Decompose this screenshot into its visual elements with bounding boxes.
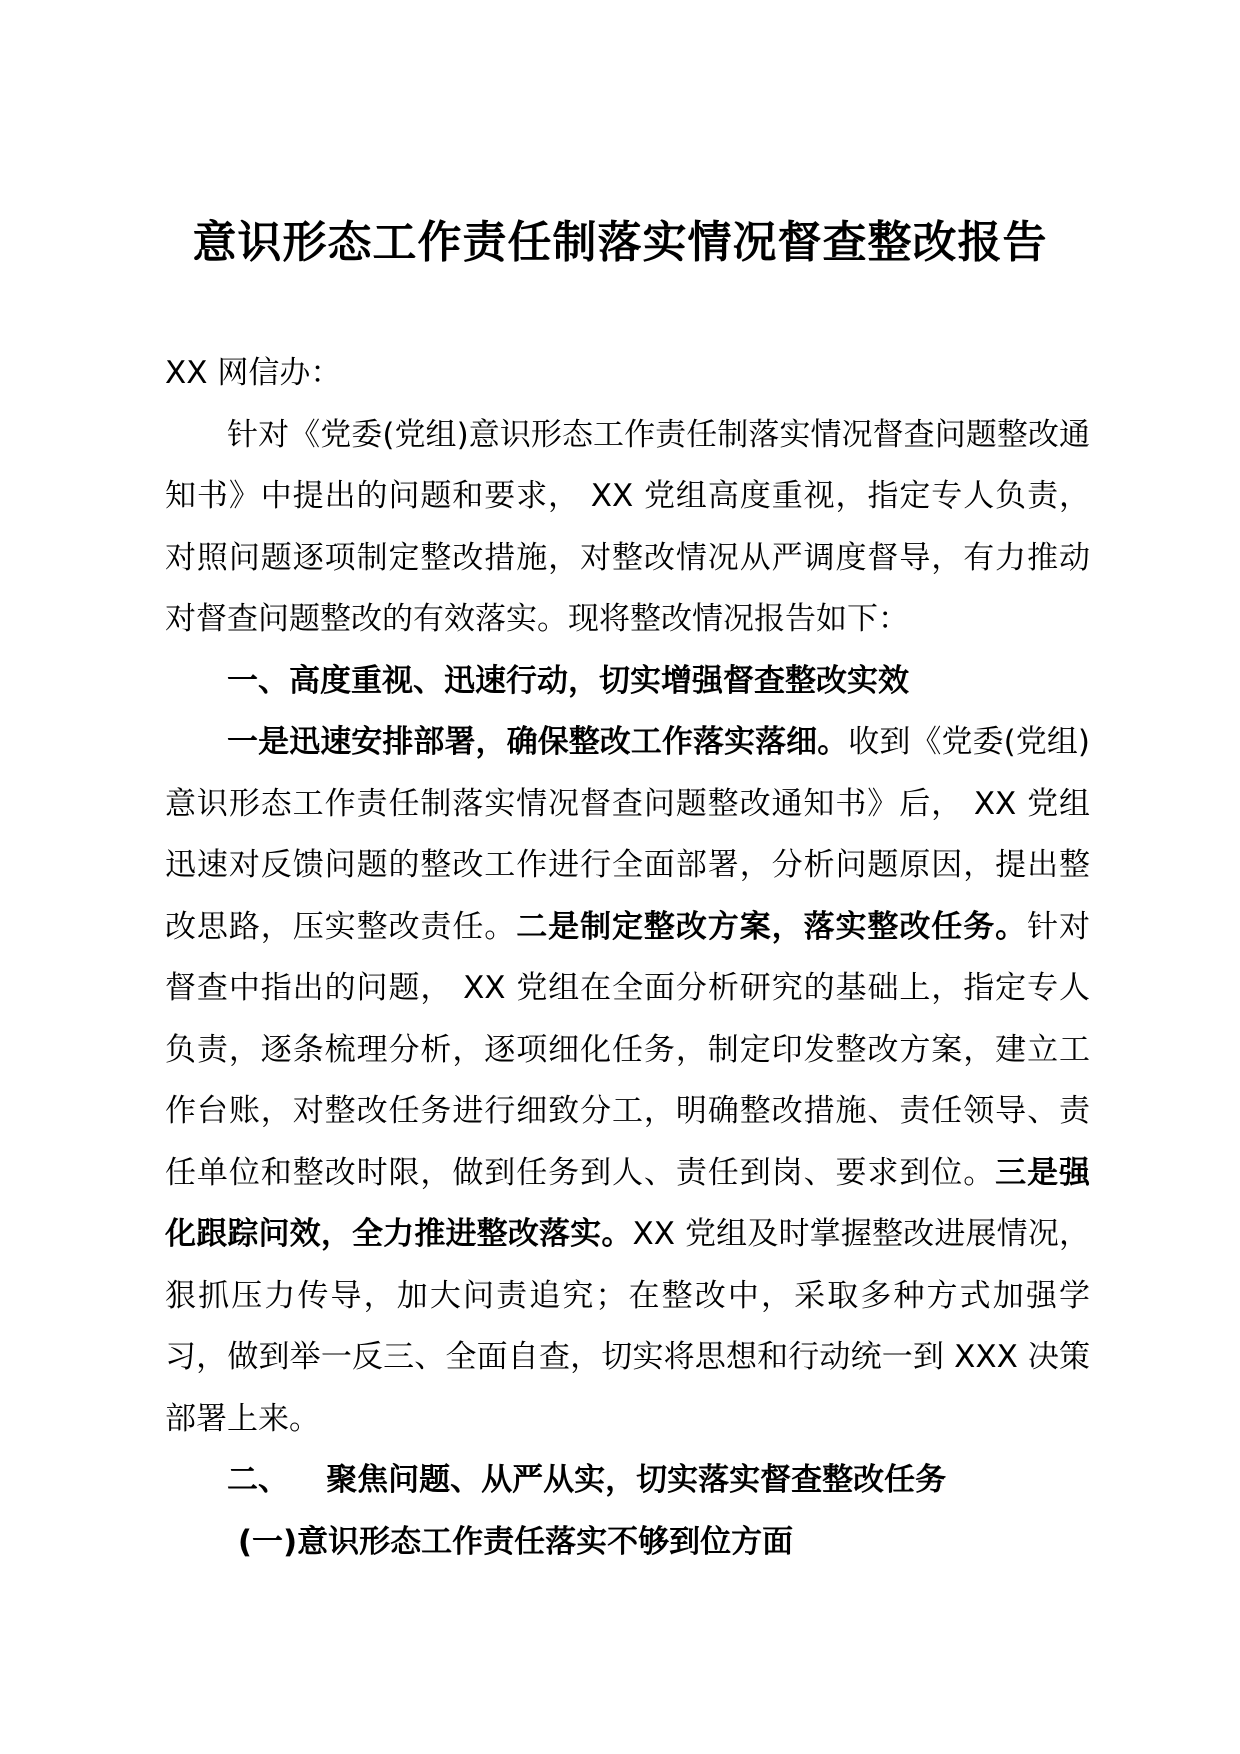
section-2-heading-text: 聚焦问题、从严从实，切实落实督查整改任务 <box>326 1462 947 1498</box>
point-1-text: 收到《党委(党组)意识形态工作责任制落实情况督查问题整改通知书》后， XX 党组迅速对反馈问题的整改工作进行全面部署，分析问题原因，提出整改思路，压实整改责任。 <box>165 724 1090 945</box>
document-body <box>165 343 1090 1573</box>
section-2-heading <box>165 1450 1090 1512</box>
section-2-subheading: (一)意识形态工作责任落实不够到位方面 <box>237 1523 794 1560</box>
section-2-heading-number: 二、 <box>227 1462 289 1498</box>
point-3-text: XX 党组及时掌握整改进展情况，狠抓压力传导，加大问责追究；在整改中，采取多种方式加强学习，做到举一反三、全面自查，切实将思想和行动统一到 XXX 决策部署上来。 <box>165 1216 1091 1437</box>
section-1-heading: 一、高度重视、迅速行动，切实增强督查整改实效 <box>227 662 909 699</box>
section-1-paragraph <box>165 712 1090 1450</box>
point-2-lead: 二是制定整改方案，落实整改任务。 <box>516 908 1028 945</box>
salutation: XX 网信办： <box>165 355 342 391</box>
point-2-text: 针对督查中指出的问题， XX 党组在全面分析研究的基础上，指定专人负责，逐条梳理分析，逐项细化任务，制定印发整改方案，建立工作台账，对整改任务进行细致分工，明确整改措施、责任领导、责任单位和整改时限，做到任务到人、责任到岗、要求到位。 <box>165 908 1091 1191</box>
point-1-lead: 一是迅速安排部署，确保整改工作落实落细。 <box>227 724 849 760</box>
point-3-lead: 三是强化跟踪问效，全力推进整改落实。 <box>165 1154 1090 1252</box>
intro-paragraph: 针对《党委(党组)意识形态工作责任制落实情况督查问题整改通知书》中提出的问题和要求， XX 党组高度重视，指定专人负责，对照问题逐项制定整改措施，对整改情况从严调度督导，有力推动对督查问题整改的有效落实。现将整改情况报告如下： <box>165 416 1090 637</box>
document-title: 意识形态工作责任制落实情况督查整改报告 <box>192 217 1048 268</box>
